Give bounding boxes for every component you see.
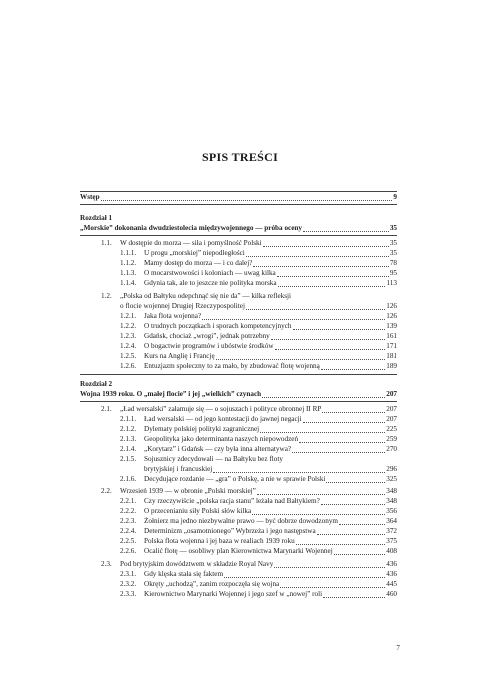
toc-entry-text: brytyjskiej i francuskiej bbox=[144, 465, 213, 473]
toc-entry-text: Dylematy polskiej polityki zagranicznej bbox=[144, 425, 260, 433]
leader-dots bbox=[246, 309, 385, 310]
toc-entry-number: 2.3.2. bbox=[120, 580, 137, 588]
toc-entry-number: 2.1. bbox=[101, 405, 112, 413]
toc-entry-page: 436 bbox=[386, 560, 397, 568]
leader-dots bbox=[303, 231, 389, 232]
toc-entry-text: O bogactwie programów i ubóstwie środków bbox=[144, 342, 274, 350]
toc-entry-text: Mamy dostęp do morza — i co dalej? bbox=[144, 259, 253, 267]
leader-dots bbox=[275, 349, 386, 350]
toc-entry-number: 1.2.2. bbox=[120, 322, 137, 330]
leader-dots bbox=[262, 397, 385, 398]
toc-entry-text: Kierownictwo Marynarki Wojennej i jego szef w „nowej” roli bbox=[144, 590, 323, 598]
toc-entry-page: 189 bbox=[386, 362, 397, 370]
toc-entry-text: o flocie wojennej Drugiej Rzeczypospolitej bbox=[120, 302, 245, 310]
toc-entry-number: 2.2.4. bbox=[120, 527, 137, 535]
toc-entry-number: 2.1.4. bbox=[120, 445, 137, 453]
leader-dots bbox=[216, 359, 386, 360]
toc-entry-page: 35 bbox=[389, 239, 397, 247]
toc-entry-page: 95 bbox=[389, 269, 397, 277]
toc-entry-page: 171 bbox=[386, 342, 397, 350]
toc-entry-page: 356 bbox=[386, 507, 397, 515]
leader-dots bbox=[271, 339, 385, 340]
toc-entry-text: Żołnierz ma jedno niezbywalne prawo — być dobrze dowodzonym bbox=[144, 517, 338, 525]
toc-entry-text: Sojusznicy zdecydowali — na Bałtyku bez floty bbox=[144, 455, 283, 463]
toc-entry-page: 259 bbox=[386, 435, 397, 443]
page-number: 7 bbox=[396, 644, 400, 652]
toc-entry-number: 1.2.4. bbox=[120, 342, 137, 350]
toc-entry-number: 2.2.2. bbox=[120, 507, 137, 515]
toc-entry-text: Entuzjazm społeczny to za mało, by zbudować flotę wojenną bbox=[144, 362, 320, 370]
toc-entry-number: 2.1.2. bbox=[120, 425, 137, 433]
toc-entry-number: 1.2.5. bbox=[120, 352, 137, 360]
toc-entry-text: Decydujące rozdanie — „gra” o Polskę, a nie w sprawie Polski bbox=[144, 475, 326, 483]
toc-entry-number: 2.1.1. bbox=[120, 415, 137, 423]
toc-entry-page: 375 bbox=[386, 537, 397, 545]
leader-dots bbox=[280, 587, 385, 588]
divider-rule bbox=[80, 204, 397, 205]
toc-entry-number: 1.1.4. bbox=[120, 279, 137, 287]
toc-entry-number: 2.3.1. bbox=[120, 570, 137, 578]
toc-entry-page: 139 bbox=[386, 322, 397, 330]
leader-dots bbox=[246, 256, 389, 257]
toc-entry-text: O trudnych początkach i sporach kompetencyjnych bbox=[144, 322, 292, 330]
toc-entry-number: 1.1.2. bbox=[120, 259, 137, 267]
toc-entry-page: 348 bbox=[386, 487, 397, 495]
leader-dots bbox=[257, 494, 385, 495]
toc-entry-number: 2.2.3. bbox=[120, 517, 137, 525]
toc-entry-number: 2.3. bbox=[101, 560, 112, 568]
toc-entry-page: 460 bbox=[386, 590, 397, 598]
toc-entry-text: Jaka flota wojenna? bbox=[144, 312, 202, 320]
leader-dots bbox=[263, 246, 389, 247]
divider-rule bbox=[80, 401, 397, 402]
leader-dots bbox=[303, 422, 386, 423]
toc-entry-number: 1.2.1. bbox=[120, 312, 137, 320]
toc-entry-text: Kurs na Anglię i Francję bbox=[144, 352, 215, 360]
toc-entry-page: 348 bbox=[386, 497, 397, 505]
leader-dots bbox=[278, 286, 386, 287]
leader-dots bbox=[213, 472, 385, 473]
toc-entry-page: 270 bbox=[386, 445, 397, 453]
toc-entry-text: Pod brytyjskim dowództwem w składzie Royal Navy bbox=[120, 560, 274, 568]
toc-entry-number: 2.3.3. bbox=[120, 590, 137, 598]
leader-dots bbox=[299, 442, 385, 443]
toc-entry-page: 364 bbox=[386, 517, 397, 525]
toc-entry-number: 2.2.5. bbox=[120, 537, 137, 545]
leader-dots bbox=[326, 482, 385, 483]
toc-entry-page: 325 bbox=[386, 475, 397, 483]
toc-entry-text: O mocarstwowości i koloniach — uwag kilka bbox=[144, 269, 276, 277]
toc-entry-page: 207 bbox=[386, 405, 397, 413]
toc-entry-page: 207 bbox=[386, 415, 397, 423]
leader-dots bbox=[252, 514, 385, 515]
toc-entry-page: 161 bbox=[386, 332, 397, 340]
leader-dots bbox=[321, 504, 385, 505]
toc-entry-number: 2.1.5. bbox=[120, 455, 137, 463]
toc-entry-page: 9 bbox=[393, 193, 397, 201]
leader-dots bbox=[277, 276, 389, 277]
toc-entry-page: 126 bbox=[386, 312, 397, 320]
toc-entry-number: 1.1.1. bbox=[120, 249, 137, 257]
toc-entry-text: „Korytarz” i Gdańsk — czy była inna alternatywa? bbox=[144, 445, 292, 453]
toc-entry-page: 225 bbox=[386, 425, 397, 433]
toc-entry-text: Polska flota wojenna i jej baza w realiach 1939 roku bbox=[144, 537, 295, 545]
chapter-heading: Rozdział 2 bbox=[80, 380, 113, 388]
chapter-title: „Morskie” dokonania dwudziestolecia międzywojennego — próba oceny bbox=[80, 224, 303, 232]
leader-dots bbox=[296, 544, 386, 545]
toc-entry-text: O przecenianiu siły Polski słów kilka bbox=[144, 507, 252, 515]
toc-entry-page: 181 bbox=[386, 352, 397, 360]
toc-entry-text: Gdańsk, chociaż „wrogi”, jednak potrzebny bbox=[144, 332, 270, 340]
leader-dots bbox=[274, 567, 385, 568]
toc-entry-text: „Polska od Bałtyku odepchnąć się nie da” — kilka refleksji bbox=[120, 292, 292, 300]
toc-entry-page: 207 bbox=[386, 390, 397, 398]
chapter-title-entry bbox=[80, 389, 397, 400]
toc-entry-page: 372 bbox=[386, 527, 397, 535]
toc-entry-page: 296 bbox=[386, 465, 397, 473]
leader-dots bbox=[253, 266, 388, 267]
toc-subsection bbox=[120, 546, 397, 557]
toc-entry-wstep bbox=[80, 192, 397, 203]
toc-entry-number: 2.1.6. bbox=[120, 475, 137, 483]
leader-dots bbox=[321, 369, 385, 370]
toc-entry-text: „Ład wersalski” załamuje się — o sojuszach i polityce obronnej II RP bbox=[120, 405, 322, 413]
toc-entry-text: U progu „morskiej” niepodległości bbox=[144, 249, 245, 257]
toc-entry-page: 126 bbox=[386, 302, 397, 310]
leader-dots bbox=[339, 524, 385, 525]
toc-entry-text: Wrzesień 1939 — w obronie „Polski morskiej” bbox=[120, 487, 256, 495]
toc-subsection bbox=[120, 589, 397, 600]
toc-entry-text: Wstęp bbox=[80, 193, 100, 201]
leader-dots bbox=[224, 577, 385, 578]
toc-subsection bbox=[120, 278, 397, 289]
leader-dots bbox=[101, 200, 393, 201]
leader-dots bbox=[260, 432, 385, 433]
toc-entry-text: Gdynia tak, ale to jeszcze nie polityka morska bbox=[144, 279, 277, 287]
toc-entry-page: 445 bbox=[386, 580, 397, 588]
page-title: SPIS TREŚCI bbox=[201, 150, 279, 164]
toc-entry-number: 1.1. bbox=[101, 239, 112, 247]
toc-entry-page: 35 bbox=[389, 249, 397, 257]
toc-entry-page: 35 bbox=[389, 224, 397, 232]
leader-dots bbox=[323, 597, 385, 598]
toc-entry-text: Ocalić flotę — osobliwy plan Kierownictwa Marynarki Wojennej bbox=[144, 547, 333, 555]
toc-entry-text: Czy rzeczywiście „polska racja stanu” leżała nad Bałtykiem? bbox=[144, 497, 320, 505]
leader-dots bbox=[334, 554, 386, 555]
toc-entry-text: Geopolityka jako determinanta naszych niepowodzeń bbox=[144, 435, 299, 443]
toc-entry-page: 113 bbox=[386, 279, 397, 287]
leader-dots bbox=[317, 534, 386, 535]
toc-entry-text: Gdy klęska stała się faktem bbox=[144, 570, 224, 578]
divider-rule bbox=[80, 235, 397, 236]
toc-entry-number: 2.2.6. bbox=[120, 547, 137, 555]
chapter-heading: Rozdział 1 bbox=[80, 214, 113, 222]
leader-dots bbox=[293, 329, 386, 330]
toc-entry-text: Ład wersalski — od jego kontestacji do jawnej negacji bbox=[144, 415, 302, 423]
toc-entry-number: 1.2. bbox=[101, 292, 112, 300]
chapter-title: Wojna 1939 roku. O „małej flocie” i jej „wielkich” czynach bbox=[80, 390, 262, 398]
leader-dots bbox=[292, 452, 385, 453]
toc-entry-number: 2.2.1. bbox=[120, 497, 137, 505]
divider-rule bbox=[80, 374, 397, 375]
toc-entry-number: 1.1.3. bbox=[120, 269, 137, 277]
toc-entry-number: 1.2.3. bbox=[120, 332, 137, 340]
toc-entry-number: 2.1.3. bbox=[120, 435, 137, 443]
toc-entry-number: 1.2.6. bbox=[120, 362, 137, 370]
toc-entry-text: Okręty „uchodzą”, zanim rozpoczęła się wojna bbox=[144, 580, 280, 588]
toc-entry-text: W dostępie do morza — siła i pomyślność Polski bbox=[120, 239, 262, 247]
toc-entry-page: 408 bbox=[386, 547, 397, 555]
toc-entry-page: 78 bbox=[389, 259, 397, 267]
toc-entry-page: 436 bbox=[386, 570, 397, 578]
leader-dots bbox=[202, 319, 385, 320]
toc-subsection bbox=[120, 361, 397, 372]
toc-entry-text: Determinizm „osamotnionego” Wybrzeża i jego następstwa bbox=[144, 527, 316, 535]
toc-entry-number: 2.2. bbox=[101, 487, 112, 495]
leader-dots bbox=[322, 412, 385, 413]
toc-subsection bbox=[120, 474, 397, 485]
chapter-title-entry bbox=[80, 223, 397, 234]
